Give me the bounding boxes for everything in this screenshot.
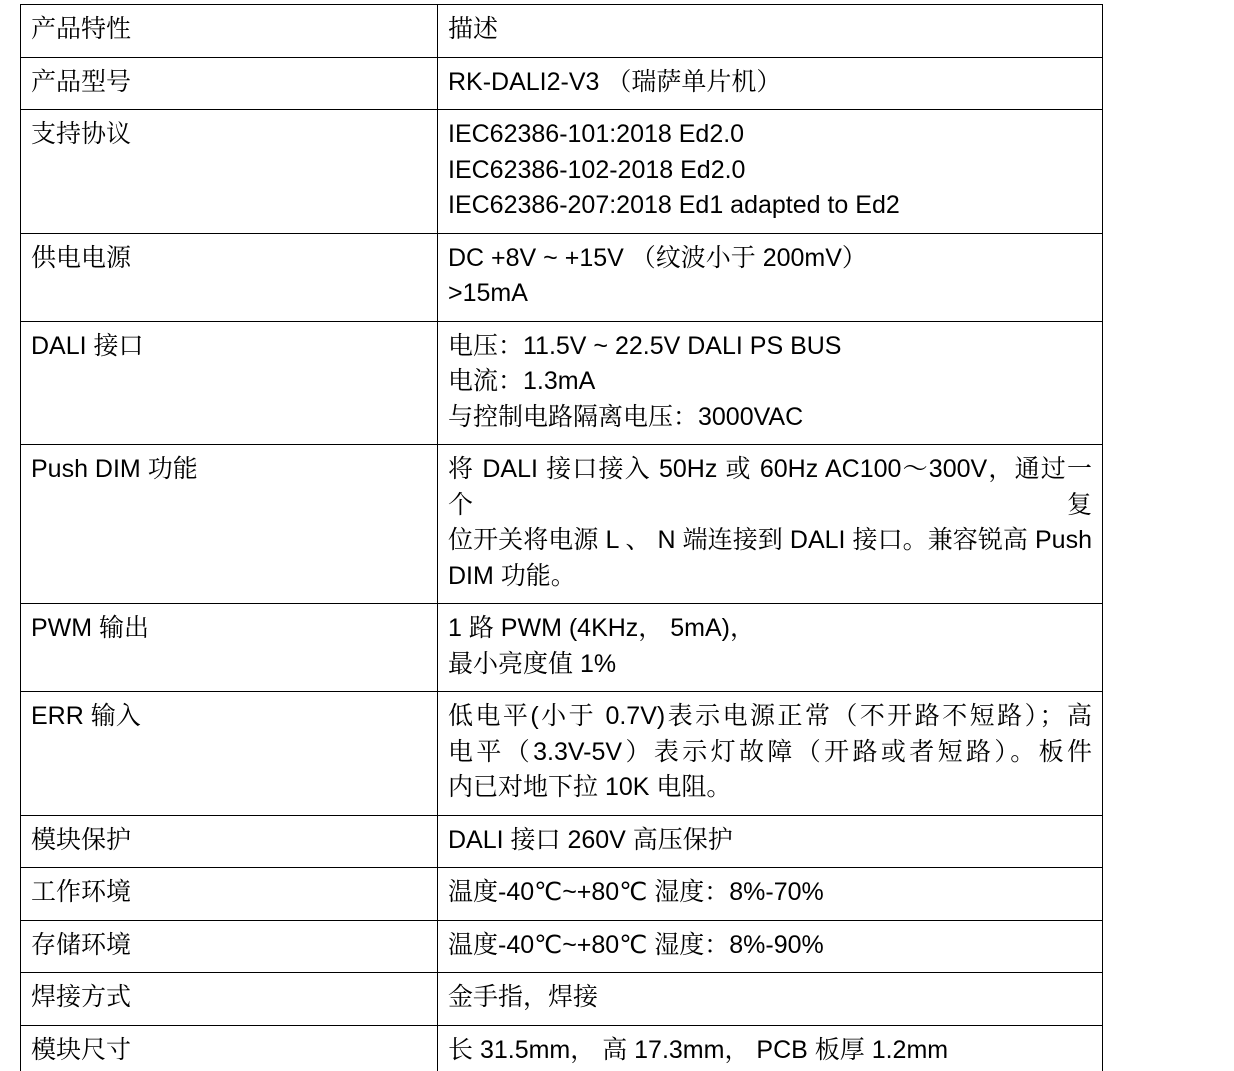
cell-feature bbox=[21, 868, 438, 921]
description-line: 与控制电路隔离电压：3000VAC bbox=[448, 402, 804, 431]
table-row bbox=[21, 57, 1103, 110]
feature-label: Push DIM 功能 bbox=[31, 455, 198, 483]
cell-feature bbox=[21, 1025, 438, 1071]
cell-feature bbox=[21, 920, 438, 973]
header-label-feature: 产品特性 bbox=[31, 15, 132, 43]
feature-label: 产品型号 bbox=[31, 67, 132, 96]
table-row bbox=[21, 233, 1103, 321]
description-line: 电压：11.5V ~ 22.5V DALI PS BUS bbox=[448, 331, 842, 360]
cell-feature bbox=[21, 973, 438, 1026]
table-row bbox=[21, 868, 1103, 921]
table-row bbox=[21, 321, 1103, 445]
header-label-description: 描述 bbox=[448, 15, 499, 43]
feature-label: DALI 接口 bbox=[31, 331, 144, 360]
description-line: DC +8V ~ +15V （纹波小于 200mV） bbox=[448, 243, 867, 272]
description-line: 金手指，焊接 bbox=[448, 983, 599, 1011]
table-row bbox=[21, 445, 1103, 604]
cell-feature bbox=[21, 57, 438, 110]
description-line: 将 DALI 接口接入 50Hz 或 60Hz AC100～300V，通过一个复 bbox=[448, 455, 1092, 519]
description-line: IEC62386-101:2018 Ed2.0 bbox=[448, 120, 745, 148]
table-row bbox=[21, 920, 1103, 973]
table-header-row bbox=[21, 5, 1103, 58]
description-line: 内已对地下拉 10K 电阻。 bbox=[448, 773, 732, 801]
table-row bbox=[21, 604, 1103, 692]
description-line: 最小亮度值 1% bbox=[448, 649, 617, 678]
table-body bbox=[21, 5, 1103, 1071]
cell-description bbox=[438, 110, 1103, 234]
table-row bbox=[21, 110, 1103, 234]
feature-label: 支持协议 bbox=[31, 120, 132, 148]
description-line: 温度-40℃~+80℃ 湿度：8%-90% bbox=[448, 930, 824, 959]
cell-description bbox=[438, 815, 1103, 868]
feature-label: 模块尺寸 bbox=[31, 1035, 132, 1064]
cell-description bbox=[438, 445, 1103, 604]
cell-description bbox=[438, 1025, 1103, 1071]
cell-description bbox=[438, 973, 1103, 1026]
description-line: RK-DALI2-V3 （瑞萨单片机） bbox=[448, 67, 782, 96]
table-row bbox=[21, 692, 1103, 816]
description-line: 位开关将电源 L 、 N 端连接到 DALI 接口。兼容锐高 Push bbox=[448, 526, 1092, 554]
description-line: IEC62386-207:2018 Ed1 adapted to Ed2 bbox=[448, 191, 900, 219]
cell-feature bbox=[21, 110, 438, 234]
description-line: 电平（3.3V-5V）表示灯故障（开路或者短路）。板件 bbox=[448, 737, 1092, 766]
cell-description bbox=[438, 692, 1103, 816]
cell-feature bbox=[21, 692, 438, 816]
feature-label: 焊接方式 bbox=[31, 983, 132, 1011]
cell-description bbox=[438, 57, 1103, 110]
feature-label: 存储环境 bbox=[31, 930, 132, 959]
cell-feature bbox=[21, 604, 438, 692]
description-line: >15mA bbox=[448, 279, 528, 307]
table-row bbox=[21, 973, 1103, 1026]
description-line: DALI 接口 260V 高压保护 bbox=[448, 825, 733, 854]
description-line: DIM 功能。 bbox=[448, 561, 576, 590]
cell-description bbox=[438, 604, 1103, 692]
description-line: 1 路 PWM (4KHz， 5mA)， bbox=[448, 614, 755, 642]
feature-label: 供电电源 bbox=[31, 243, 132, 272]
cell-feature bbox=[21, 815, 438, 868]
cell-description bbox=[438, 233, 1103, 321]
feature-label: 模块保护 bbox=[31, 825, 132, 854]
product-spec-table bbox=[20, 4, 1103, 1071]
description-line: 温度-40℃~+80℃ 湿度：8%-70% bbox=[448, 878, 824, 906]
cell-description bbox=[438, 868, 1103, 921]
feature-label: ERR 输入 bbox=[31, 702, 141, 730]
feature-label: 工作环境 bbox=[31, 878, 132, 906]
description-line: 电流：1.3mA bbox=[448, 367, 596, 395]
cell-description bbox=[438, 321, 1103, 445]
cell-feature bbox=[21, 233, 438, 321]
table-row bbox=[21, 815, 1103, 868]
description-line: 长 31.5mm， 高 17.3mm， PCB 板厚 1.2mm bbox=[448, 1035, 949, 1064]
description-line: 低电平(小于 0.7V)表示电源正常（不开路不短路）；高 bbox=[448, 702, 1092, 730]
cell-feature bbox=[21, 445, 438, 604]
header-cell-feature bbox=[21, 5, 438, 58]
header-cell-description bbox=[438, 5, 1103, 58]
description-line: IEC62386-102-2018 Ed2.0 bbox=[448, 155, 746, 184]
cell-description bbox=[438, 920, 1103, 973]
feature-label: PWM 输出 bbox=[31, 614, 150, 642]
table-row bbox=[21, 1025, 1103, 1071]
cell-feature bbox=[21, 321, 438, 445]
